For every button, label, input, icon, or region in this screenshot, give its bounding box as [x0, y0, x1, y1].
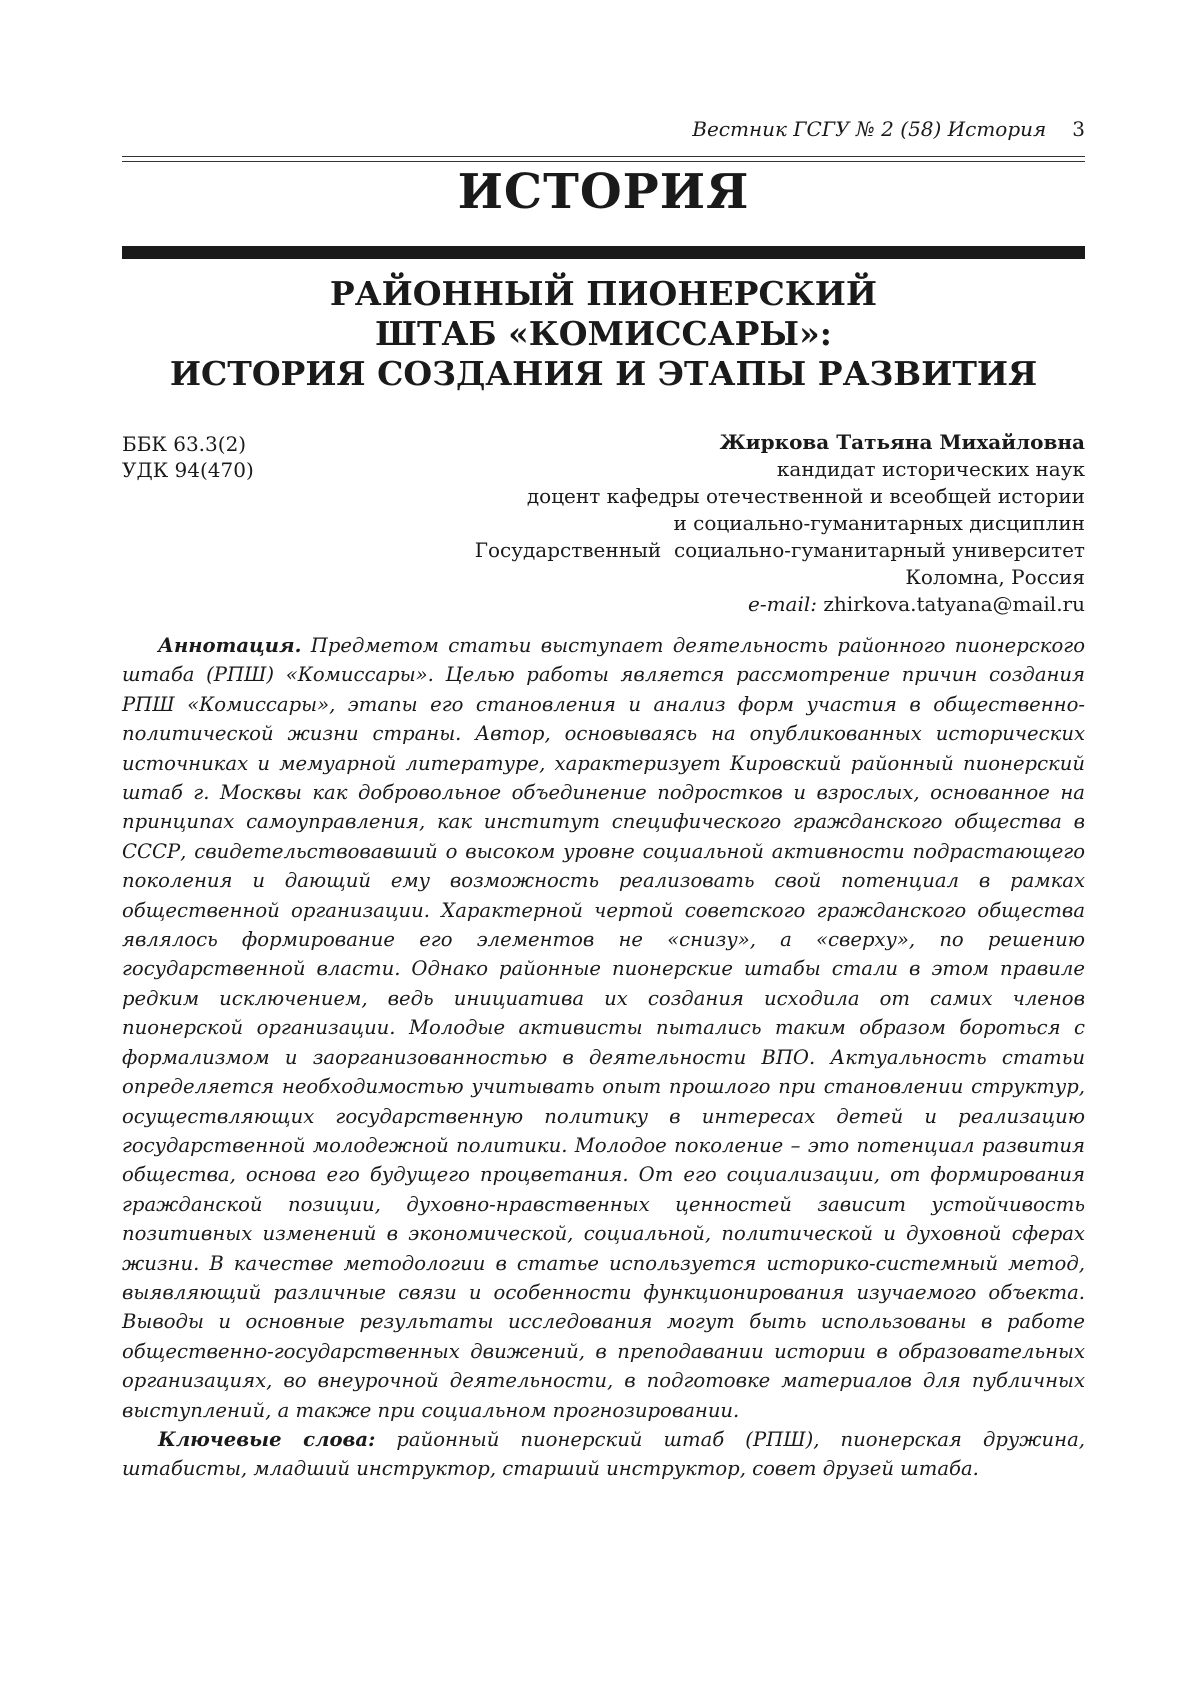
bbk-code: ББК 63.3(2)	[122, 432, 247, 456]
author-email-line	[385, 591, 1085, 618]
udk-code: УДК 94(470)	[122, 458, 254, 482]
journal-name: Вестник ГСГУ № 2 (58) История	[692, 117, 1047, 141]
author-position-line-2: и социально-гуманитарных дисциплин	[673, 511, 1085, 535]
email-label: e-mail:	[748, 592, 818, 616]
abstract-paragraph	[122, 631, 1085, 1425]
author-university: Государственный социально-гуманитарный университет	[474, 538, 1085, 562]
abstract-text: Предметом статьи выступает деятельность районного пионерского штаба (РПШ) «Комиссары». Целью работы является рассмотрение причин создания РПШ «Комиссары», этапы его становления и анализ форм участия в общественно-политической жизни страны. Автор, основываясь на опубликованных исторических источниках и мемуарной литературе, характеризует Кировский районный пионерский штаб г. Москвы как добровольное объединение подростков и взрослых, основанное на принципах самоуправления, как институт специфического гражданского общества в СССР, свидетельствовавший о высоком уровне социальной активности подрастающего поколения и дающий ему возможность реализовать свой потенциал в рамках общественной организации. Характерной чертой советского гражданского общества являлось формирование его элементов не «снизу», а «сверху», по решению государственной власти. Однако районные пионерские штабы стали в этом правиле редким исключением, ведь инициатива их создания исходила от самих членов пионерской организации. Молодые активисты пытались таким образом бороться с формализмом и заорганизованностью в деятельности ВПО. Актуальность статьи определяется необходимостью учитывать опыт прошлого при становлении структур, осуществляющих государственную политику в интересах детей и реализацию государственной молодежной политики. Молодое поколение – это потенциал развития общества, основа его будущего процветания. От его социализации, от формирования гражданской позиции, духовно-нравственных ценностей зависит устойчивость позитивных изменений в экономической, социальной, политической и духовной сферах жизни. В качестве методологии в статье используется историко-системный метод, выявляющий различные связи и особенности функционирования изучаемого объекта. Выводы и основные результаты исследования могут быть использованы в работе общественно-государственных движений, в преподавании истории в образовательных организациях, во внеурочной деятельности, в подготовке материалов для публичных выступлений, а также при социальном прогнозировании.	[122, 634, 1085, 1422]
keywords-text: районный пионерский штаб (РПШ), пионерская дружина, штабисты, младший инструктор, старший инструктор, совет друзей штаба.	[122, 1427, 1085, 1481]
author-name: Жиркова Татьяна Михайловна	[719, 430, 1085, 454]
running-header	[122, 116, 1085, 142]
abstract-section	[122, 631, 1085, 1484]
article-title-line-3: ИСТОРИЯ СОЗДАНИЯ И ЭТАПЫ РАЗВИТИЯ	[169, 354, 1038, 393]
abstract-label: Аннотация.	[158, 634, 302, 657]
article-title-line-1: РАЙОННЫЙ ПИОНЕРСКИЙ	[329, 274, 878, 313]
author-position-line-1: доцент кафедры отечественной и всеобщей истории	[526, 484, 1085, 508]
author-email[interactable]: zhirkova.tatyana@mail.ru	[817, 592, 1085, 616]
section-title: ИСТОРИЯ	[457, 164, 750, 220]
author-degree: кандидат исторических наук	[776, 457, 1085, 481]
article-title	[122, 274, 1085, 394]
author-block	[385, 429, 1085, 618]
journal-page	[122, 0, 1085, 1697]
page-number: 3	[1072, 117, 1085, 141]
section-thick-rule	[122, 246, 1085, 259]
author-city: Коломна, Россия	[905, 565, 1085, 589]
article-title-line-2: ШТАБ «КОМИССАРЫ»:	[375, 314, 832, 353]
keywords-paragraph	[122, 1425, 1085, 1484]
keywords-label: Ключевые слова:	[158, 1427, 376, 1451]
classification-codes	[122, 431, 382, 483]
